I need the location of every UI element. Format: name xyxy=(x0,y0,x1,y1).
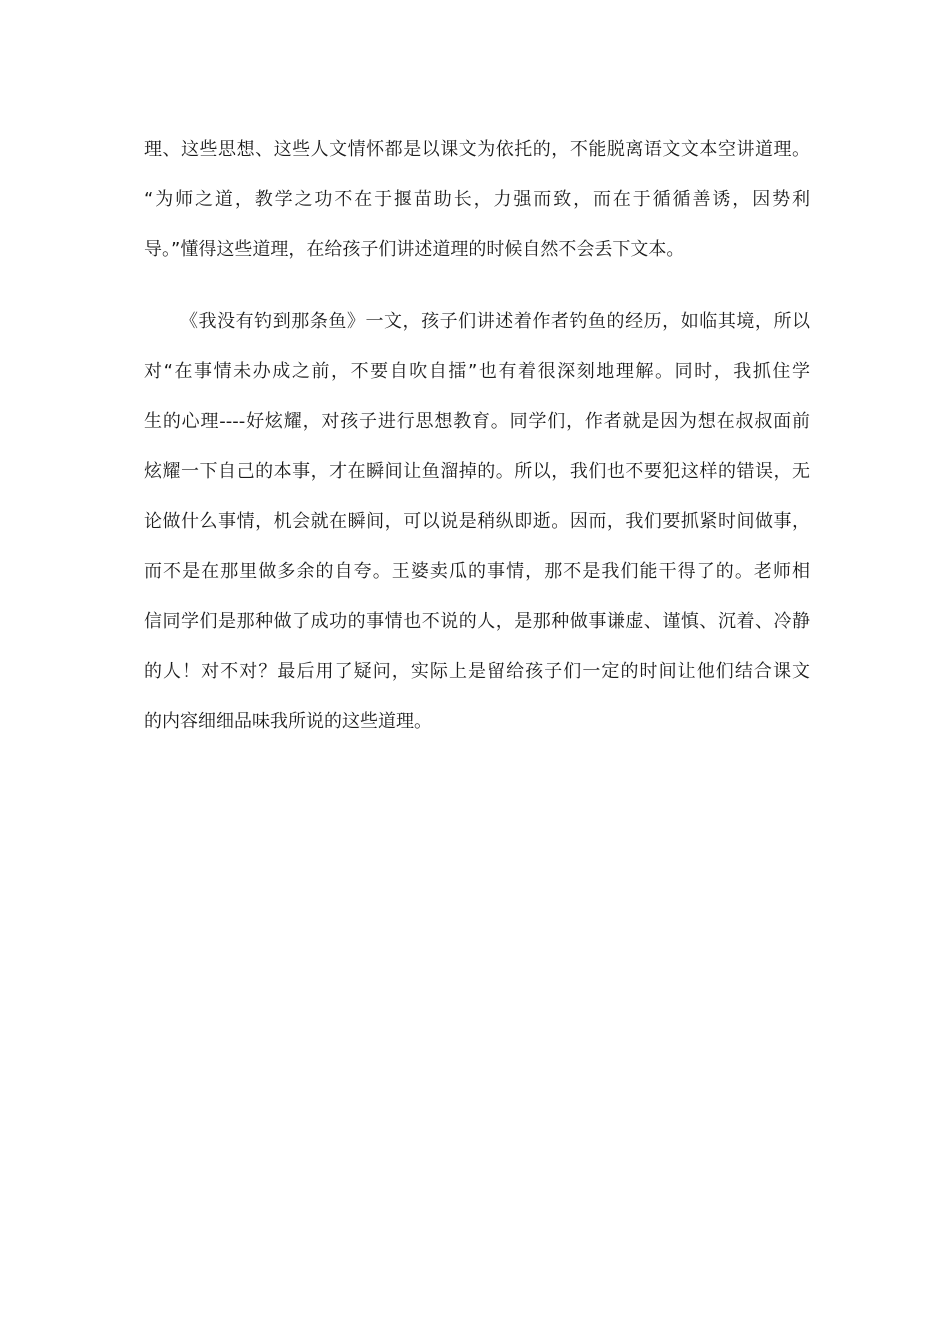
paragraph-1-line-3: 导。”懂得这些道理，在给孩子们讲述道理的时候自然不会丢下文本。 xyxy=(144,239,685,260)
paragraph-1-line-1: 理、这些思想、这些人文情怀都是以课文为依托的，不能脱离语文文本空讲道理。 xyxy=(144,139,810,160)
paragraph-2-line-1: 《我没有钓到那条鱼》一文，孩子们讲述着作者钓鱼的经历，如临其境，所以 xyxy=(180,311,810,332)
paragraph-2-line-9: 的内容细细品味我所说的这些道理。 xyxy=(144,711,432,732)
paragraph-2-line-6: 而不是在那里做多余的自夸。王婆卖瓜的事情，那不是我们能干得了的。老师相 xyxy=(144,561,810,582)
paragraph-2-line-3: 生的心理----好炫耀，对孩子进行思想教育。同学们，作者就是因为想在叔叔面前 xyxy=(144,411,810,432)
paragraph-2-line-7: 信同学们是那种做了成功的事情也不说的人，是那种做事谦虚、谨慎、沉着、冷静 xyxy=(144,611,810,632)
paragraph-2-line-8: 的人！对不对？最后用了疑问，实际上是留给孩子们一定的时间让他们结合课文 xyxy=(144,661,810,682)
paragraph-2-line-4: 炫耀一下自己的本事，才在瞬间让鱼溜掉的。所以，我们也不要犯这样的错误，无 xyxy=(144,461,810,482)
paragraph-2-line-5: 论做什么事情，机会就在瞬间，可以说是稍纵即逝。因而，我们要抓紧时间做事， xyxy=(144,511,810,532)
paragraph-2-line-2: 对“在事情未办成之前，不要自吹自擂”也有着很深刻地理解。同时，我抓住学 xyxy=(144,361,810,382)
paragraph-1-line-2: “为师之道，教学之功不在于揠苗助长，力强而致，而在于循循善诱，因势利 xyxy=(144,189,810,210)
